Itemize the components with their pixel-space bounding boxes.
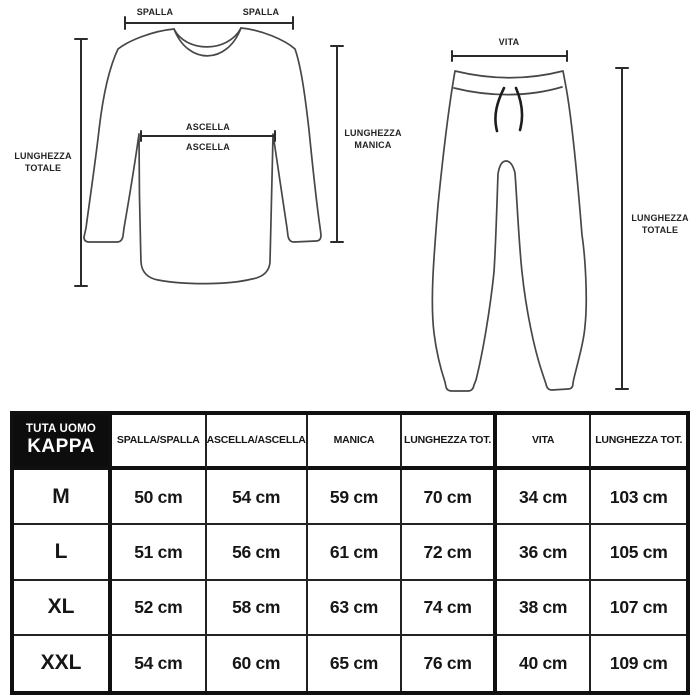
value-m-lunghezza-tot-pants: 103 cm bbox=[591, 470, 686, 525]
value-xl-lunghezza-tot-shirt: 74 cm bbox=[402, 581, 497, 636]
sweatshirt-outline bbox=[84, 28, 321, 284]
pants-drawing bbox=[432, 71, 586, 391]
pants-vita-label: VITA bbox=[498, 37, 520, 47]
value-m-lunghezza-tot-shirt: 70 cm bbox=[402, 470, 497, 525]
size-label-m: M bbox=[14, 470, 112, 525]
column-header-lunghezza-tot-pants: LUNGHEZZA TOT. bbox=[591, 415, 686, 470]
size-label-xl: XL bbox=[14, 581, 112, 636]
value-xl-ascella: 58 cm bbox=[207, 581, 308, 636]
shirt-spalla-line bbox=[125, 17, 293, 29]
size-label-l: L bbox=[14, 525, 112, 580]
shirt-spalla-label-right: SPALLA bbox=[242, 7, 280, 17]
column-header-manica: MANICA bbox=[308, 415, 403, 470]
value-m-manica: 59 cm bbox=[308, 470, 403, 525]
pants-lunghezza-totale-label-line1: LUNGHEZZA bbox=[631, 213, 689, 223]
value-l-vita: 36 cm bbox=[497, 525, 592, 580]
size-label-xxl: XXL bbox=[14, 636, 112, 691]
table-title-line1: TUTA UOMO bbox=[25, 422, 97, 435]
value-m-vita: 34 cm bbox=[497, 470, 592, 525]
sweatshirt-drawing bbox=[84, 28, 321, 284]
value-xl-lunghezza-tot-pants: 107 cm bbox=[591, 581, 686, 636]
shirt-lunghezza-totale-line bbox=[75, 39, 87, 286]
value-l-manica: 61 cm bbox=[308, 525, 403, 580]
column-header-ascella: ASCELLA/ASCELLA bbox=[207, 415, 308, 470]
value-l-spalla: 51 cm bbox=[112, 525, 207, 580]
value-xl-vita: 38 cm bbox=[497, 581, 592, 636]
shirt-ascella-label-bottom: ASCELLA bbox=[186, 142, 230, 152]
column-header-lunghezza-tot-shirt: LUNGHEZZA TOT. bbox=[402, 415, 497, 470]
shirt-lunghezza-totale-label-line1: LUNGHEZZA bbox=[14, 151, 72, 161]
shirt-lunghezza-totale-label-line2: TOTALE bbox=[24, 163, 62, 173]
table-title-line2: KAPPA bbox=[27, 436, 95, 458]
value-xxl-manica: 65 cm bbox=[308, 636, 403, 691]
pants-lunghezza-totale-line bbox=[616, 68, 628, 389]
shirt-ascella-label-top: ASCELLA bbox=[186, 122, 230, 132]
table-corner-title bbox=[14, 415, 112, 470]
value-m-spalla: 50 cm bbox=[112, 470, 207, 525]
value-xl-spalla: 52 cm bbox=[112, 581, 207, 636]
value-l-lunghezza-tot-pants: 105 cm bbox=[591, 525, 686, 580]
value-xxl-lunghezza-tot-pants: 109 cm bbox=[609, 653, 668, 674]
value-m-ascella: 54 cm bbox=[207, 470, 308, 525]
pants-outline bbox=[432, 71, 586, 391]
value-xl-manica: 63 cm bbox=[308, 581, 403, 636]
column-header-vita: VITA bbox=[497, 415, 592, 470]
pants-lunghezza-totale-label-line2: TOTALE bbox=[641, 225, 679, 235]
value-l-lunghezza-tot-shirt: 72 cm bbox=[402, 525, 497, 580]
shirt-spalla-label-left: SPALLA bbox=[136, 7, 174, 17]
column-header-spalla: SPALLA/SPALLA bbox=[112, 415, 207, 470]
value-l-ascella: 56 cm bbox=[207, 525, 308, 580]
shirt-manica-line bbox=[331, 46, 343, 242]
value-xxl-vita: 40 cm bbox=[497, 636, 592, 691]
value-xxl-ascella: 60 cm bbox=[207, 636, 308, 691]
shirt-manica-label-line1: LUNGHEZZA bbox=[344, 128, 402, 138]
value-xxl-lunghezza-tot-shirt: 76 cm bbox=[402, 636, 497, 691]
size-table bbox=[10, 411, 690, 695]
shirt-manica-label-line2: MANICA bbox=[354, 140, 392, 150]
value-xxl-spalla: 54 cm bbox=[112, 636, 207, 691]
pants-vita-line bbox=[452, 51, 567, 61]
